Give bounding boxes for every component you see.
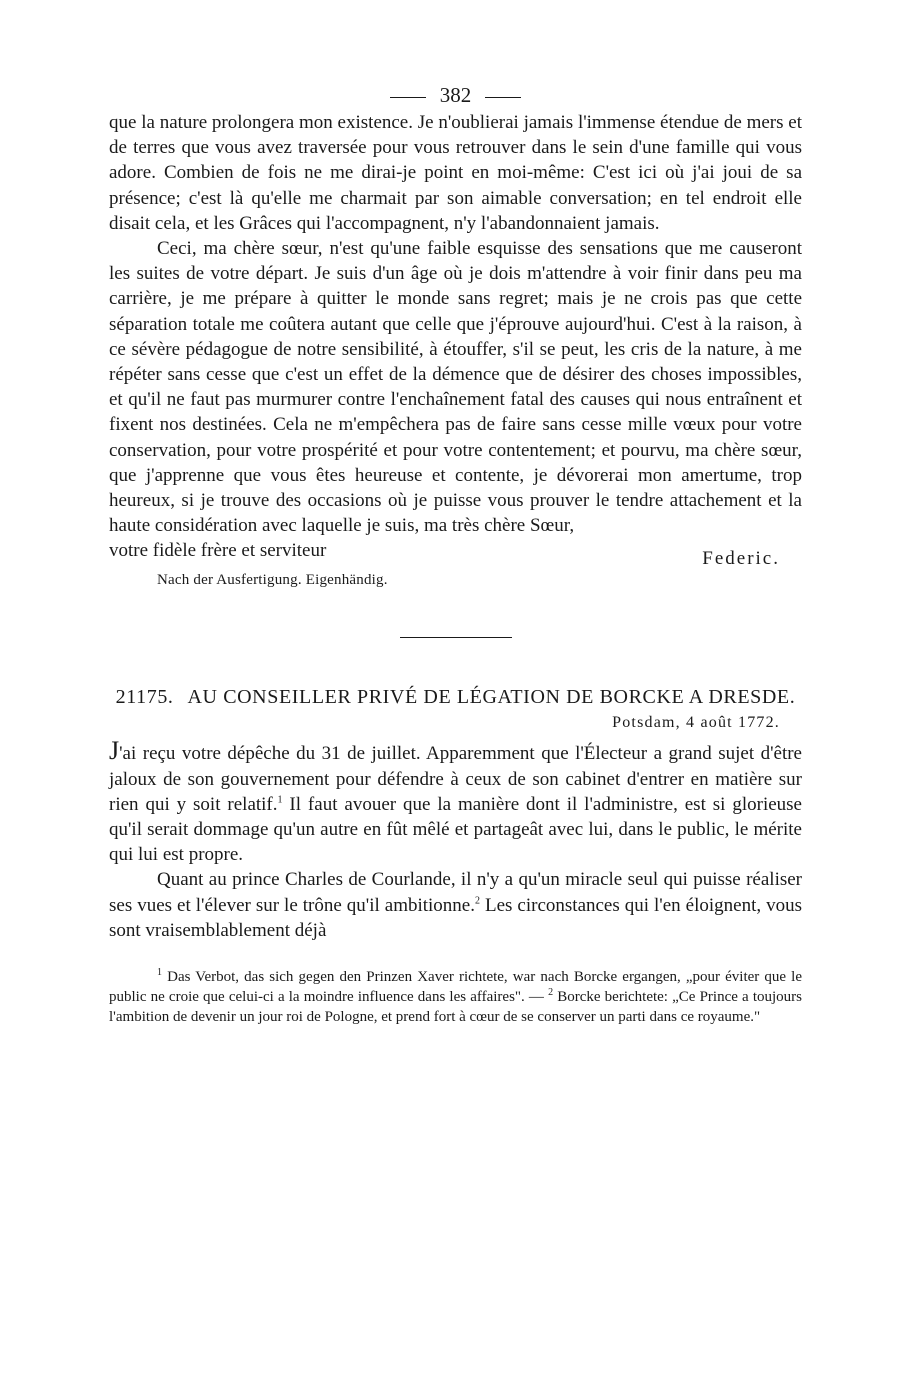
header-dash-left [390,97,426,98]
signature: Federic. [702,548,780,570]
letter-body [109,738,802,943]
footnote-text: Borcke berichtete: „Ce Prince a toujours l'ambition de devenir un jour roi de Pologne, et prend fort à cœur de se conserver un parti dans ce royaume." [109,989,802,1026]
paragraph-text: 'ai reçu votre dépêche du 31 de juillet. Apparemment que l'Électeur a grand sujet d'être jaloux de son gouvernement pour défendre à ceux de son cabinet d'entrer en matière sur rien qui y soit relatif. [109,743,802,815]
footnote-ref: 2 [475,895,480,907]
previous-letter-body [109,110,802,538]
paragraph [109,867,802,943]
section-divider [400,637,512,638]
page-number: 382 [439,83,472,107]
letter-heading [109,684,802,710]
page-header [109,80,802,110]
source-note: Nach der Ausfertigung. Eigenhändig. [157,572,388,589]
paragraph [109,738,802,867]
letter-title: AU CONSEILLER PRIVÉ DE LÉGATION DE BORCKE A DRESDE. [187,686,796,709]
drop-cap: J [109,736,120,766]
letter-number: 21175. [115,686,174,709]
closing-line: votre fidèle frère et serviteur [109,540,327,562]
dateline: Potsdam, 4 août 1772. [612,714,780,732]
header-dash-right [485,97,521,98]
footnote-mark: 2 [548,987,554,999]
footnote-ref: 1 [277,794,283,806]
paragraph-text: Quant au prince Charles de Courlande, il n'y a qu'un miracle seul qui puisse réaliser ses vues et l'élever sur le trône qu'il ambitionne. [109,869,802,916]
book-page [109,80,802,1028]
footnotes [109,967,802,1028]
paragraph-text: Les circonstances qui l'en éloignent, vous sont vraisemblablement déjà [109,894,802,941]
paragraph-text: Il faut avouer que la manière dont il l'administre, est si glorieuse qu'il serait dommage qu'un autre en fût mêlé et partageât avec lui, dans le public, le mérite qui lui est propre. [109,793,802,866]
letter-closing [109,538,802,570]
footnote-text: Das Verbot, das sich gegen den Prinzen Xaver richtete, war nach Borcke ergangen, „pour éviter que le public ne croie que celui-ci a la moindre influence dans les affaires". — [109,969,802,1006]
footnote-mark: 1 [157,967,162,979]
paragraph: Ceci, ma chère sœur, n'est qu'une faible esquisse des sensations que me causeront les suites de votre départ. Je suis d'un âge où je dois m'attendre à voir finir dans peu ma carrière, je me prépare à quitter le monde sans regret; mais je ne crois pas que cette séparation totale me coûtera autant que celle que j'éprouve aujourd'hui. C'est à la raison, à ce sévère pédagogue de notre sensibilité, à étouffer, s'il se peut, les cris de la nature, à me répéter sans cesse que c'est un effet de la démence que de désirer des choses impossibles, et qu'il ne faut pas murmurer contre l'enchaînement fatal des causes qui nous entraînent et fixent nos destinées. Cela ne m'empêchera pas de faire sans cesse mille vœux pour votre conservation, pour votre prospérité et pour votre contentement; et pourvu, ma chère sœur, que j'apprenne que vous êtes heureuse et contente, je dévorerai mon amertume, trop heureux, si je trouve des occasions où je puisse vous prouver le tendre attachement et la haute considération avec laquelle je suis, ma très chère Sœur, [109,238,802,537]
footnote [109,967,802,1028]
paragraph: que la nature prolongera mon existence. Je n'oublierai jamais l'immense étendue de mers et de terres que vous avez traversée pour vous retrouver dans le sein d'une famille qui vous adore. Combien de fois ne me dirai-je point en moi-même: C'est ici où j'ai joui de sa présence; c'est là qu'elle me charmait par son aimable conversation; en tel endroit elle disait cela, et les Grâces qui l'accompagnent, n'y l'abandonnaient jamais. [109,112,802,234]
